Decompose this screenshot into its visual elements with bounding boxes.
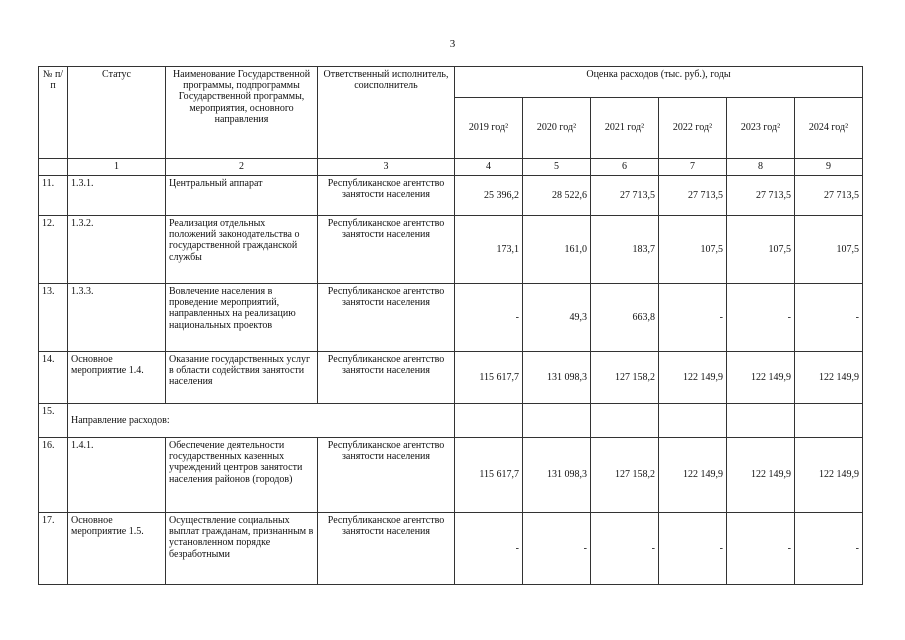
row-value: 663,8	[591, 284, 659, 352]
row-no: 16.	[39, 438, 68, 513]
row-value: 131 098,3	[523, 438, 591, 513]
table-row	[39, 284, 863, 352]
row-value: 28 522,6	[523, 176, 591, 216]
header-year: 2023 год²	[727, 98, 795, 159]
index-cell: 7	[659, 159, 727, 176]
row-no: 12.	[39, 216, 68, 284]
header-year: 2019 год²	[455, 98, 523, 159]
header-year: 2024 год²	[795, 98, 863, 159]
row-value: 27 713,5	[591, 176, 659, 216]
row-name: Осуществление социальных выплат гражданам, признанным в установленном порядке безработными	[166, 513, 318, 585]
row-value: -	[455, 284, 523, 352]
row-value: 122 149,9	[795, 438, 863, 513]
empty-cell	[727, 404, 795, 438]
section-label: Направление расходов:	[68, 404, 455, 438]
row-value: 115 617,7	[455, 438, 523, 513]
index-cell: 8	[727, 159, 795, 176]
row-value: 131 098,3	[523, 352, 591, 404]
table-row	[39, 216, 863, 284]
row-value: -	[659, 284, 727, 352]
row-executor: Республиканское агентство занятости населения	[318, 176, 455, 216]
index-cell	[39, 159, 68, 176]
table-row	[39, 176, 863, 216]
row-status: 1.3.2.	[68, 216, 166, 284]
row-executor: Республиканское агентство занятости населения	[318, 352, 455, 404]
table-row	[39, 352, 863, 404]
index-cell: 5	[523, 159, 591, 176]
row-value: -	[591, 513, 659, 585]
index-cell: 4	[455, 159, 523, 176]
index-cell: 9	[795, 159, 863, 176]
row-status: 1.3.3.	[68, 284, 166, 352]
row-value: 183,7	[591, 216, 659, 284]
header-year: 2020 год²	[523, 98, 591, 159]
index-cell: 1	[68, 159, 166, 176]
empty-cell	[795, 404, 863, 438]
row-value: 161,0	[523, 216, 591, 284]
header-row-1	[39, 67, 863, 98]
row-executor: Республиканское агентство занятости населения	[318, 438, 455, 513]
header-costs: Оценка расходов (тыс. руб.), годы	[455, 67, 863, 98]
row-status: Основное мероприятие 1.4.	[68, 352, 166, 404]
row-value: 115 617,7	[455, 352, 523, 404]
row-no: 14.	[39, 352, 68, 404]
row-no: 11.	[39, 176, 68, 216]
row-value: -	[795, 513, 863, 585]
header-no: № п/п	[39, 67, 68, 159]
header-name: Наименование Государственной программы, подпрограммы Государственной программы, мероприятия, основного направления	[166, 67, 318, 159]
empty-cell	[523, 404, 591, 438]
empty-cell	[591, 404, 659, 438]
row-executor: Республиканское агентство занятости населения	[318, 284, 455, 352]
table-row	[39, 438, 863, 513]
header-executor: Ответственный исполнитель, соисполнитель	[318, 67, 455, 159]
budget-table	[38, 66, 863, 585]
row-value: -	[795, 284, 863, 352]
header-status: Статус	[68, 67, 166, 159]
row-value: 27 713,5	[727, 176, 795, 216]
row-value: 122 149,9	[727, 352, 795, 404]
row-executor: Республиканское агентство занятости населения	[318, 216, 455, 284]
row-value: 107,5	[795, 216, 863, 284]
row-value: 27 713,5	[659, 176, 727, 216]
row-value: 27 713,5	[795, 176, 863, 216]
row-value: 127 158,2	[591, 438, 659, 513]
index-row	[39, 159, 863, 176]
row-value: -	[659, 513, 727, 585]
row-no: 17.	[39, 513, 68, 585]
row-value: 122 149,9	[727, 438, 795, 513]
row-status: 1.3.1.	[68, 176, 166, 216]
row-name: Центральный аппарат	[166, 176, 318, 216]
row-name: Обеспечение деятельности государственных казенных учреждений центров занятости населения районов (городов)	[166, 438, 318, 513]
row-name: Реализация отдельных положений законодательства о государственной гражданской службы	[166, 216, 318, 284]
index-cell: 6	[591, 159, 659, 176]
row-status: 1.4.1.	[68, 438, 166, 513]
table-row	[39, 513, 863, 585]
row-value: -	[727, 284, 795, 352]
row-value: 49,3	[523, 284, 591, 352]
header-year: 2022 год²	[659, 98, 727, 159]
row-status: Основное мероприятие 1.5.	[68, 513, 166, 585]
row-value: 122 149,9	[795, 352, 863, 404]
row-name: Вовлечение населения в проведение мероприятий, направленных на реализацию национальных проектов	[166, 284, 318, 352]
row-value: 122 149,9	[659, 438, 727, 513]
empty-cell	[659, 404, 727, 438]
row-value: 25 396,2	[455, 176, 523, 216]
row-value: -	[523, 513, 591, 585]
header-year: 2021 год²	[591, 98, 659, 159]
row-executor: Республиканское агентство занятости населения	[318, 513, 455, 585]
row-name: Оказание государственных услуг в области содействия занятости населения	[166, 352, 318, 404]
row-value: 107,5	[727, 216, 795, 284]
section-row	[39, 404, 863, 438]
row-value: 173,1	[455, 216, 523, 284]
row-no: 15.	[39, 404, 68, 438]
row-value: 122 149,9	[659, 352, 727, 404]
row-value: 107,5	[659, 216, 727, 284]
row-value: -	[727, 513, 795, 585]
row-value: -	[455, 513, 523, 585]
row-no: 13.	[39, 284, 68, 352]
page-number: 3	[449, 38, 456, 50]
empty-cell	[455, 404, 523, 438]
index-cell: 2	[166, 159, 318, 176]
row-value: 127 158,2	[591, 352, 659, 404]
index-cell: 3	[318, 159, 455, 176]
